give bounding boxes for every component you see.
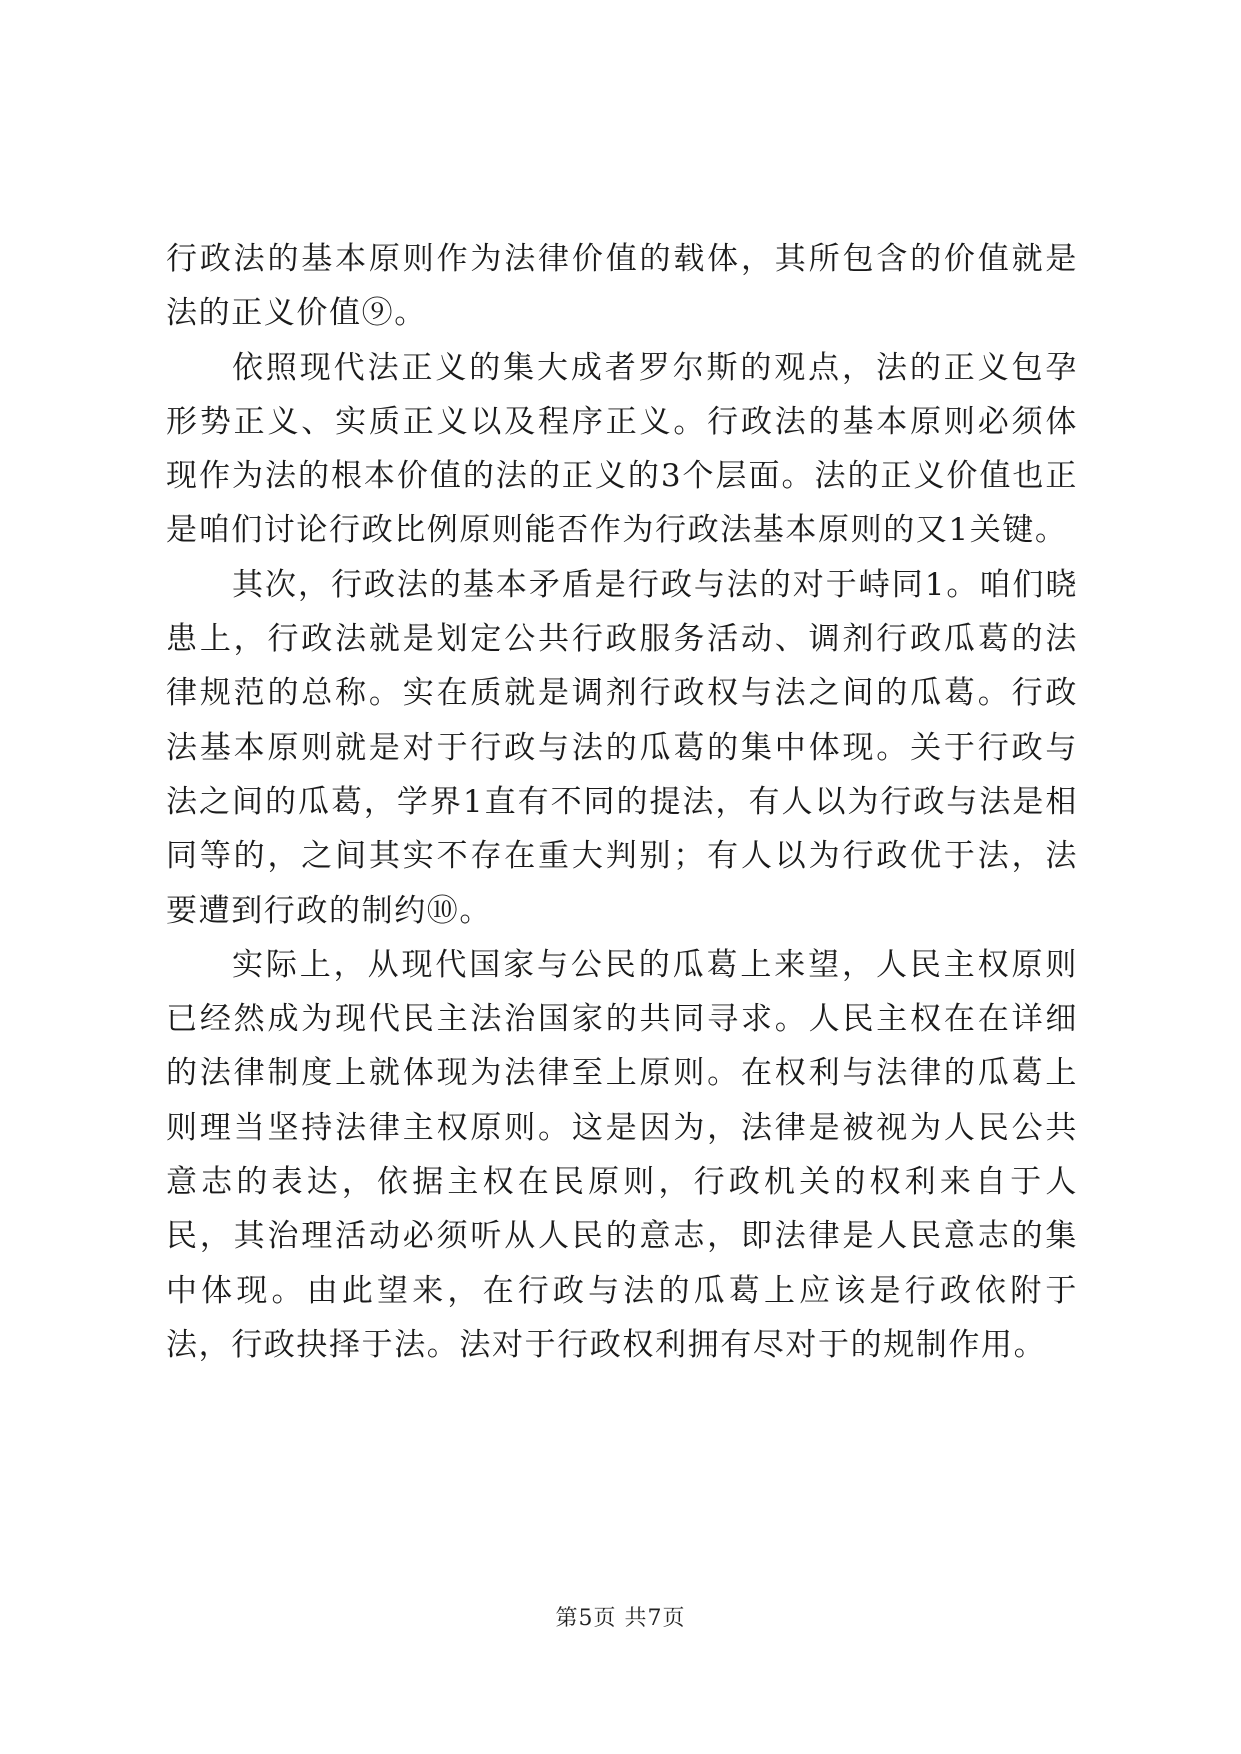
paragraph-1: 行政法的基本原则作为法律价值的载体，其所包含的价值就是法的正义价值⑨。 (166, 241, 1078, 332)
document-body (166, 232, 1078, 1372)
paragraph-3: 其次，行政法的基本矛盾是行政与法的对于峙同1。咱们晓患上，行政法就是划定公共行政服务活动、调剂行政瓜葛的法律规范的总称。实在质就是调剂行政权与法之间的瓜葛。行政法基本原则就是对于行政与法的瓜葛的集中体现。关于行政与法之间的瓜葛，学界1直有不同的提法，有人以为行政与法是相同等的，之间其实不存在重大判别；有人以为行政优于法，法要遭到行政的制约⑩。 (166, 566, 1078, 929)
page-footer: 第5页 共7页 (555, 1606, 686, 1631)
paragraph-2: 依照现代法正义的集大成者罗尔斯的观点，法的正义包孕形势正义、实质正义以及程序正义。行政法的基本原则必须体现作为法的根本价值的法的正义的3个层面。法的正义价值也正是咱们讨论行政比例原则能否作为行政法基本原则的又1关键。 (166, 349, 1078, 549)
paragraph-4: 实际上，从现代国家与公民的瓜葛上来望，人民主权原则已经然成为现代民主法治国家的共同寻求。人民主权在在详细的法律制度上就体现为法律至上原则。在权利与法律的瓜葛上则理当坚持法律主权原则。这是因为，法律是被视为人民公共意志的表达，依据主权在民原则，行政机关的权利来自于人民，其治理活动必须听从人民的意志，即法律是人民意志的集中体现。由此望来，在行政与法的瓜葛上应该是行政依附于法，行政抉择于法。法对于行政权利拥有尽对于的规制作用。 (166, 946, 1078, 1363)
